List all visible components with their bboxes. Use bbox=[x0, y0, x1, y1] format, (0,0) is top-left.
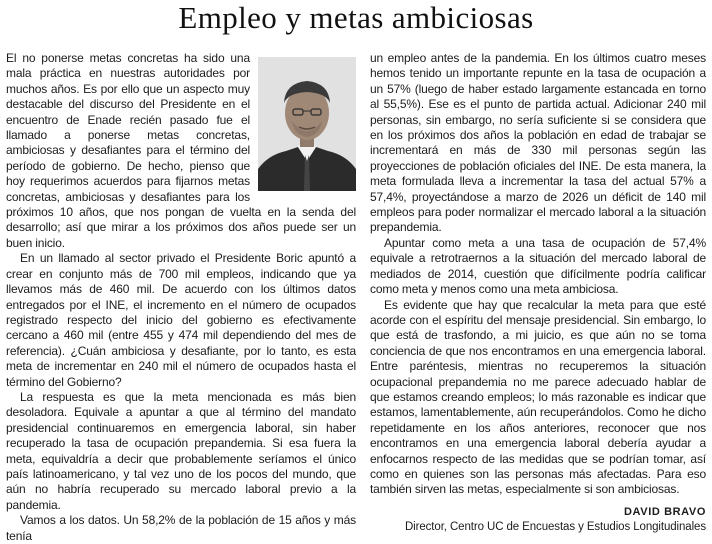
paragraph: La respuesta es que la meta mencionada es más bien desoladora. Equivale a apuntar a que al término del mandato presidencial continuaremos en emergencia laboral, sin haber recuperado la tasa de ocupación prepandemia. Si esa fuera la meta, equivaldría a decir que probablemente seríamos el único país latinoamericano, y tal vez uno de los pocos del mundo, que aún no habría recuperado su mercado laboral previo a la pandemia. bbox=[6, 389, 356, 512]
author-name: DAVID BRAVO bbox=[624, 505, 706, 518]
article-headline: Empleo y metas ambiciosas bbox=[178, 0, 534, 35]
paragraph: En un llamado al sector privado el Presidente Boric apuntó a crear en conjunto más de 700 mil empleos, indicando que ya llevamos más de 460 mil. De acuerdo con los últimos datos entregados por el INE, el incremento en el número de ocupados registrado respecto del inicio del gobierno es efectivamente cercano a 460 mil (entre 455 y 474 mil dependiendo del mes de referencia). ¿Cuán ambiciosa y desafiante, por lo tanto, es esta meta de incrementar en 240 mil el número de ocupados hasta el término del Gobierno? bbox=[6, 251, 356, 389]
author-portrait-image bbox=[258, 57, 356, 191]
paragraph: Vamos a los datos. Un 58,2% de la población de 15 años y más tenía bbox=[6, 513, 356, 543]
author-role: Director, Centro UC de Encuestas y Estudios Longitudinales bbox=[404, 520, 706, 533]
article-column-right bbox=[370, 51, 706, 535]
paragraph: un empleo antes de la pandemia. En los últimos cuatro meses hemos tenido un importante repunte en la tasa de ocupación a un 57% (luego de haber estado largamente estancada en torno al 55,5%). Ese es el punto de partida actual. Adicionar 240 mil personas, sin embargo, no sería suficiente si se considera que en los próximos dos años la población en edad de trabajar se incrementará en más de 330 mil personas según las proyecciones de población oficiales del INE. De esta manera, la meta formulada lleva a incrementar la tasa del actual 57% a 57,4%, proyectándose a marzo de 2026 un déficit de 140 mil empleos para poder normalizar el mercado laboral a la situación prepandemia. bbox=[370, 51, 706, 235]
author-photo bbox=[258, 57, 356, 191]
paragraph: Apuntar como meta a una tasa de ocupación de 57,4% equivale a retrotraernos a la situación del mercado laboral de mediados de 2014, cuestión que difícilmente podría calificar como meta y menos como una meta ambiciosa. bbox=[370, 235, 706, 297]
article-column-left bbox=[6, 51, 356, 544]
paragraph: Es evidente que hay que recalcular la meta para que esté acorde con el espíritu del mensaje presidencial. Sin embargo, lo que está de trasfondo, a mi juicio, es que aún no se toma conciencia de que nos encontramos en una emergencia laboral. Entre paréntesis, mientras no recuperemos la situación ocupacional prepandemia no me parece adecuado hablar de que estamos creando empleos; lo más razonable es indicar que estamos, lamentablemente, aún recuperándolos. Como he dicho repetidamente en los años anteriores, reconocer que nos encontramos en una emergencia laboral debería ayudar a enfocarnos respecto de las medidas que se podrían tomar, así como en quienes son las personas más afectadas. Para eso también sirven las metas, especialmente si son ambiciosas. bbox=[370, 297, 706, 497]
byline bbox=[370, 504, 706, 535]
paragraph: El no ponerse metas concretas ha sido una mala práctica en nuestras autoridades por muchos años. Es por ello que un aspecto muy destacable del discurso del Presidente en el encuentro de Enade recién pasado fue el llamado a ponerse metas concretas, ambiciosas y desafiantes para el término del período de gobierno. De hecho, pienso que hoy requerimos acuerdos para fijarnos metas concretas, ambiciosas y desafiantes para los próximos 10 años, que nos pongan de vuelta en la senda del desarrollo; así que mirar a los próximos dos años puede ser un buen inicio. bbox=[6, 51, 356, 250]
